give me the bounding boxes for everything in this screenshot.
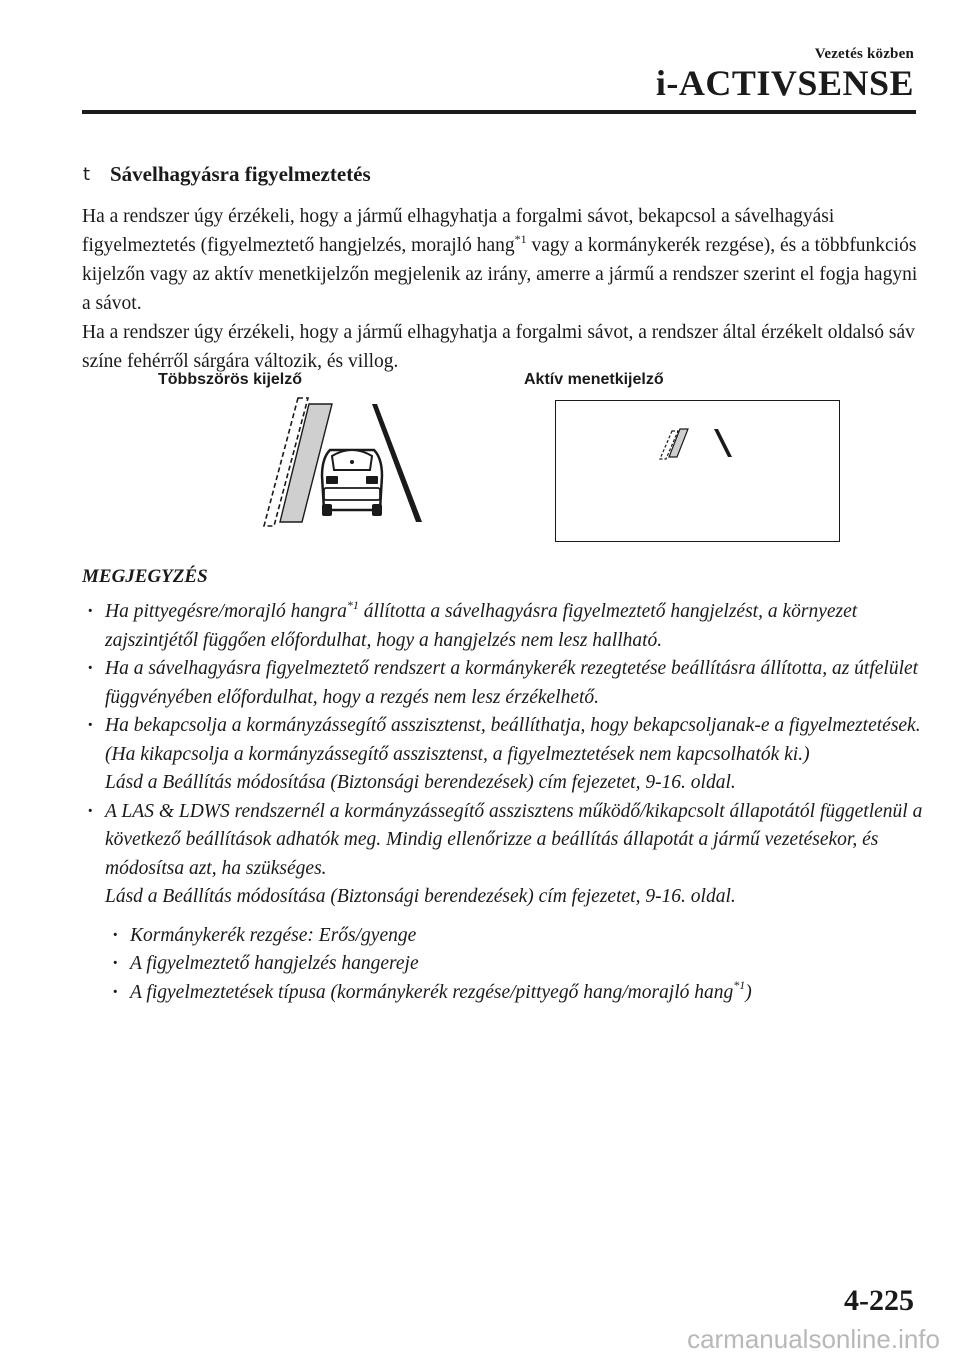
notes-list bbox=[87, 598, 927, 1007]
sub-list bbox=[87, 922, 927, 1008]
note-text: Ha pittyegésre/morajló hangra bbox=[105, 601, 347, 622]
list-item bbox=[112, 979, 927, 1008]
list-item bbox=[87, 598, 927, 655]
list-item: · Ha bekapcsolja a kormányzássegítő asszisztenst, beállíthatja, hogy bekapcsoljanak-e a figyelmeztetések. (Ha kikapcsolja a kormányzássegítő asszisztenst, a figyelmeztetések nem kapcsolhatók ki.) Lásd a Beállítás módosítása (Biztonsági berendezések) cím fejezetet, 9-16. oldal. bbox=[87, 712, 927, 798]
body-text-span: Ha a rendszer úgy érzékeli, hogy a jármű elhagyhatja a forgalmi sávot, bekapcsol a sávelhagyási figyelmeztetés (figyelmeztető hangjelzés, morajló hang bbox=[82, 206, 835, 256]
list-item: · A figyelmeztető hangjelzés hangereje bbox=[112, 950, 927, 979]
section-title: Sávelhagyásra figyelmeztetés bbox=[110, 162, 371, 186]
multi-display-illustration bbox=[262, 396, 432, 531]
cross-reference: Lásd a Beállítás módosítása (Biztonsági berendezések) cím fejezetet, 9-16. oldal. bbox=[105, 772, 736, 793]
note-text: A figyelmeztetések típusa (kormánykerék rezgése/pittyegő hang/morajló hang bbox=[130, 981, 734, 1003]
right-lane-indicator-icon bbox=[714, 429, 732, 457]
highlighted-lane-indicator-icon bbox=[660, 429, 688, 459]
footnote-ref: *1 bbox=[346, 597, 359, 612]
body-text-span: vagy a kormánykerék rezgése), és a többfunkciós kijelzőn vagy az aktív menetkijelzőn megjelenik az irány, amerre a jármű a rendszer szerint el fogja hagyni a sávot. bbox=[82, 235, 918, 314]
active-display-illustration bbox=[556, 401, 839, 541]
chapter-title: i-ACTIVSENSE bbox=[655, 63, 914, 103]
cross-reference: Lásd a Beállítás módosítása (Biztonsági berendezések) cím fejezetet, 9-16. oldal. bbox=[105, 886, 736, 907]
active-display-frame bbox=[555, 400, 840, 542]
highlighted-lane-line-icon bbox=[264, 398, 332, 526]
list-item: · A LAS & LDWS rendszernél a kormányzássegítő asszisztens működő/kikapcsolt állapotától függetlenül a következő beállítások adhatók meg. Mindig ellenőrizze a beállítás állapotát a jármű vezetésekor, és módosítsa azt, ha szükséges. Lásd a Beállítás módosítása (Biztonsági berendezések) cím fejezetet, 9-16. oldal. bbox=[87, 798, 927, 912]
footnote-ref: *1 bbox=[514, 231, 527, 246]
page-number: 4-225 bbox=[844, 1284, 914, 1317]
watermark: carmanualsonline.info bbox=[687, 1324, 940, 1354]
footnote-ref: *1 bbox=[733, 978, 746, 992]
figure-label-multi-display: Többszörös kijelző bbox=[158, 371, 303, 388]
body-paragraph-1 bbox=[82, 202, 922, 318]
list-item: · Kormánykerék rezgése: Erős/gyenge bbox=[112, 922, 927, 951]
body-text bbox=[82, 202, 922, 376]
section-marker-icon: t bbox=[83, 164, 91, 185]
header-rule bbox=[82, 110, 916, 114]
figure-label-active-display: Aktív menetkijelző bbox=[524, 371, 664, 388]
list-item: · Ha a sávelhagyásra figyelmeztető rendszert a kormánykerék rezegtetése beállításra állította, az útfelület függvényében előfordulhat, hogy a rezgés nem lesz érzékelhető. bbox=[87, 655, 927, 712]
body-paragraph-2: Ha a rendszer úgy érzékeli, hogy a jármű elhagyhatja a forgalmi sávot, a rendszer által érzékelt oldalsó sáv színe fehérről sárgára változik, és villog. bbox=[82, 322, 915, 372]
note-title: MEGJEGYZÉS bbox=[82, 566, 208, 587]
note-text: állította a sávelhagyásra figyelmeztető hangjelzést, a környezet zajszintjétől függően előfordulhat, hogy a hangjelzés nem lesz hallható. bbox=[105, 601, 858, 651]
note-text: ) bbox=[745, 981, 752, 1003]
section-header: Vezetés közben bbox=[814, 46, 914, 62]
car-rear-icon bbox=[322, 450, 382, 516]
